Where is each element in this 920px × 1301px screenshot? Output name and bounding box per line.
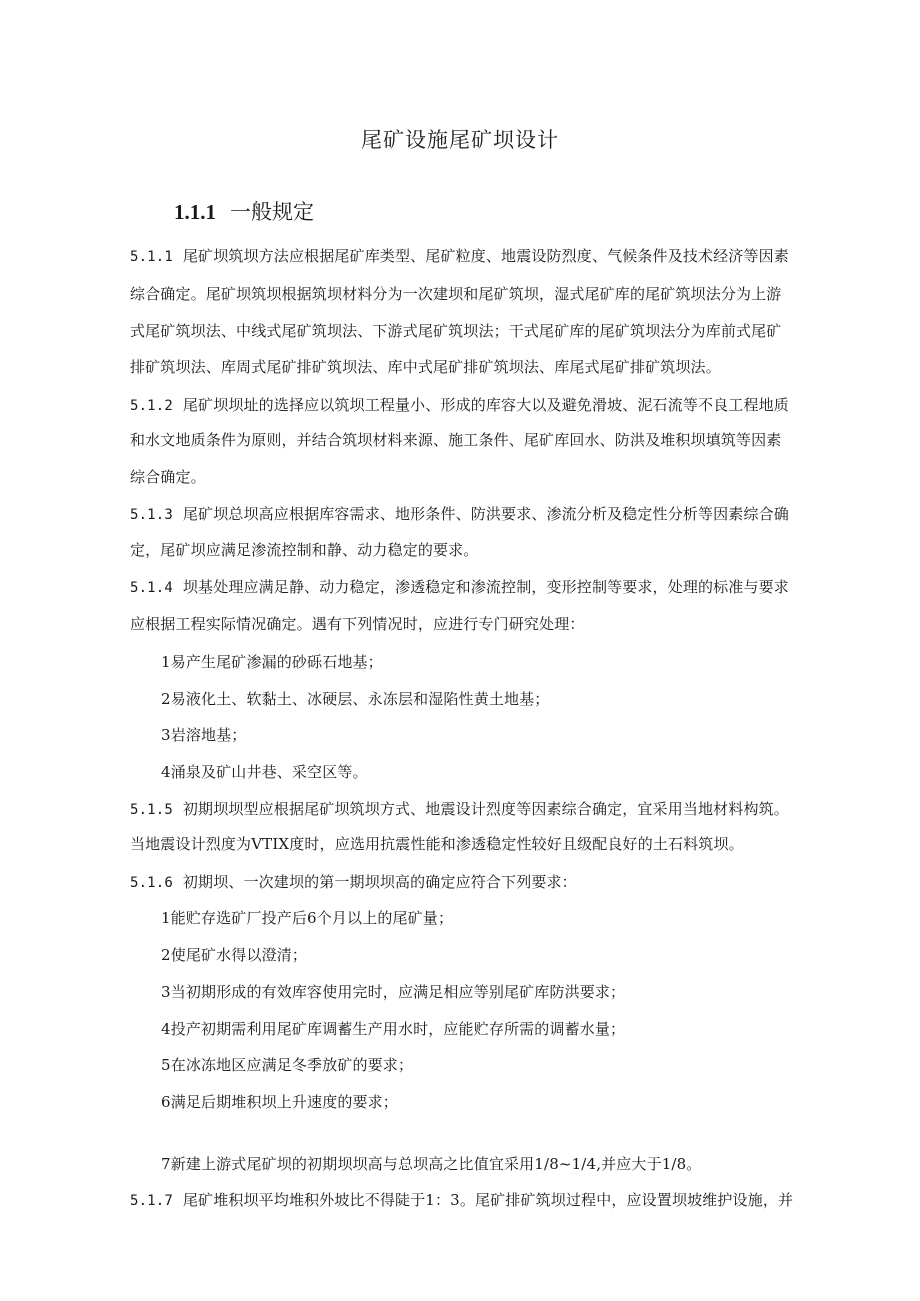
text-line: 式尾矿筑坝法、中线式尾矿筑坝法、下游式尾矿筑坝法；干式尾矿库的尾矿筑坝法分为库前式尾矿 (130, 322, 782, 340)
text-line: 综合确定。 (130, 468, 206, 486)
list-item: 7新建上游式尾矿坝的初期坝坝高与总坝高之比值宜采用1/8~1/4,并应大于1/8。 (161, 1155, 702, 1173)
clause-line: 5.1.1 尾矿坝筑坝方法应根据尾矿库类型、尾矿粒度、地震设防烈度、气候条件及技术经济等因素 (130, 247, 789, 265)
clause-number: 5.1.7 (130, 1193, 173, 1209)
clause-number: 5.1.2 (130, 398, 173, 414)
text-line: 定，尾矿坝应满足渗流控制和静、动力稳定的要求。 (130, 541, 479, 559)
clause-line: 5.1.4 坝基处理应满足静、动力稳定，渗透稳定和渗流控制，变形控制等要求，处理的标准与要求 (130, 578, 789, 596)
clause-number: 5.1.1 (130, 249, 173, 265)
clause-line: 5.1.3 尾矿坝总坝高应根据库容需求、地形条件、防洪要求、渗流分析及稳定性分析等因素综合确 (130, 505, 789, 523)
list-item: 5在冰冻地区应满足冬季放矿的要求； (161, 1056, 414, 1074)
text-line: 应根据工程实际情况确定。遇有下列情况时，应进行专门研究处理： (130, 615, 585, 633)
clause-number: 5.1.6 (130, 875, 173, 891)
clause-line: 5.1.7 尾矿堆积坝平均堆积外坡比不得陡于1：3。尾矿排矿筑坝过程中，应设置坝坡维护设施，并 (130, 1191, 794, 1209)
clause-number: 5.1.5 (130, 802, 173, 818)
clause-line: 5.1.2 尾矿坝坝址的选择应以筑坝工程量小、形成的库容大以及避免滑坡、泥石流等不良工程地质 (130, 396, 789, 414)
clause-number: 5.1.3 (130, 507, 173, 523)
section-title: 一般规定 (230, 200, 314, 224)
section-heading (174, 196, 314, 226)
clause-line: 5.1.5 初期坝坝型应根据尾矿坝筑坝方式、地震设计烈度等因素综合确定，宜采用当地材料构筑。 (130, 800, 789, 818)
document-title: 尾矿设施尾矿坝设计 (361, 128, 559, 152)
list-item: 2使尾矿水得以澄清； (161, 946, 308, 964)
list-item: 2易液化土、软黏土、冰硬层、永冻层和湿陷性黄土地基； (161, 690, 550, 708)
list-item: 1能贮存选矿厂投产后6个月以上的尾矿量； (161, 909, 454, 927)
text-line: 综合确定。尾矿坝筑坝根据筑坝材料分为一次建坝和尾矿筑坝，湿式尾矿库的尾矿筑坝法分为上游 (130, 285, 782, 303)
section-number: 1.1.1 (174, 200, 216, 224)
list-item: 1易产生尾矿渗漏的砂砾石地基； (161, 653, 383, 671)
text-line: 当地震设计烈度为VTIX度时，应选用抗震性能和渗透稳定性较好且级配良好的土石料筑坝。 (130, 835, 744, 853)
clause-number: 5.1.4 (130, 580, 173, 596)
list-item: 4投产初期需利用尾矿库调蓄生产用水时，应能贮存所需的调蓄水量； (161, 1020, 626, 1038)
clause-line: 5.1.6 初期坝、一次建坝的第一期坝坝高的确定应符合下列要求： (130, 873, 577, 891)
list-item: 3岩溶地基； (161, 726, 247, 744)
text-line: 和水文地质条件为原则，并结合筑坝材料来源、施工条件、尾矿库回水、防洪及堆积坝填筑等因素 (130, 431, 782, 449)
text-line: 排矿筑坝法、库周式尾矿排矿筑坝法、库中式尾矿排矿筑坝法、库尾式尾矿排矿筑坝法。 (130, 358, 721, 376)
list-item: 6满足后期堆积坝上升速度的要求； (161, 1093, 398, 1111)
list-item: 3当初期形成的有效库容使用完时，应满足相应等别尾矿库防洪要求； (161, 983, 626, 1001)
list-item: 4涌泉及矿山井巷、采空区等。 (161, 763, 368, 781)
